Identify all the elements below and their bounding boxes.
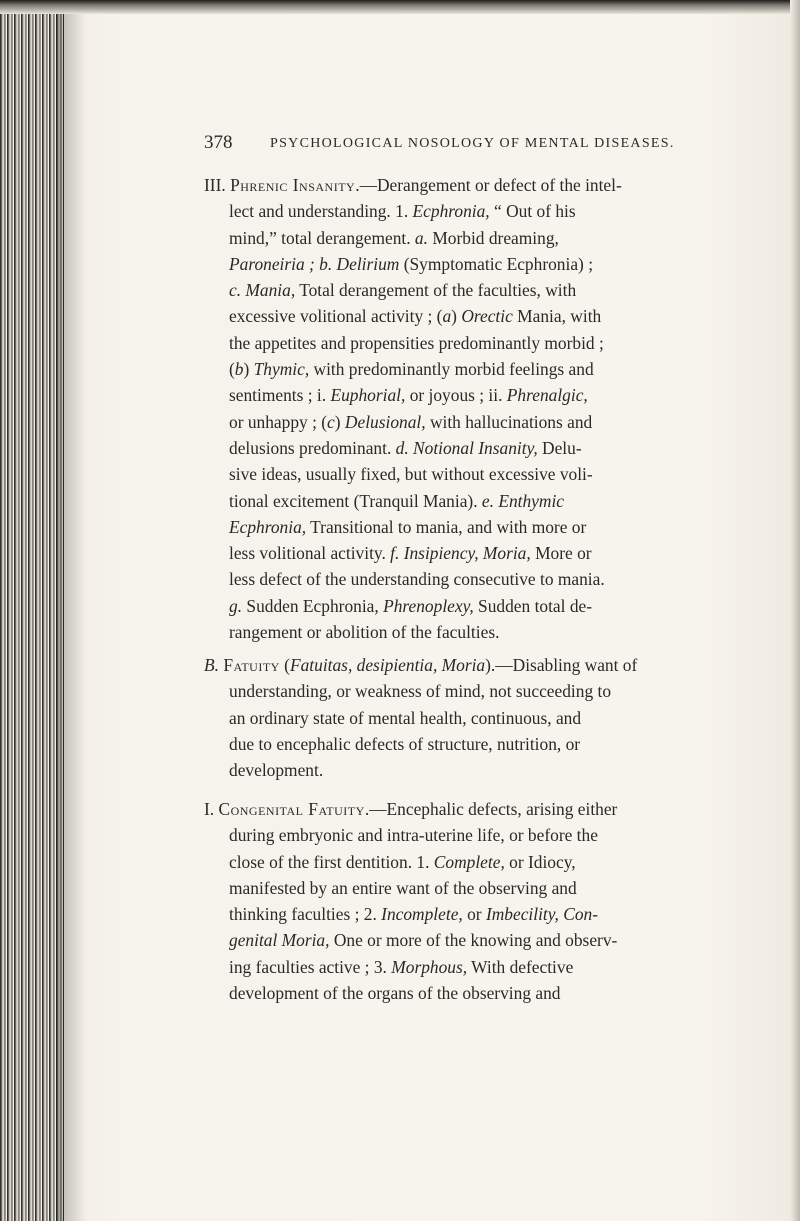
text-line (204, 901, 764, 927)
italic-text-run: a (442, 306, 452, 327)
italic-text-run: Incomplete, (381, 904, 463, 925)
small-caps-heading-run: Fatuity (223, 655, 280, 675)
text-run: sentiments ; i. (229, 385, 331, 406)
text-run: More or (530, 543, 592, 564)
text-run: ) (451, 306, 462, 327)
text-line (204, 757, 764, 783)
running-title: PSYCHOLOGICAL NOSOLOGY OF MENTAL DISEASES. (270, 136, 675, 151)
text-line (204, 435, 764, 461)
text-run: “ Out of his (489, 201, 576, 222)
text-line (204, 796, 764, 822)
text-line (204, 514, 764, 540)
text-run: close of the first dentition. 1. (229, 851, 434, 872)
text-run: III. (204, 175, 231, 195)
italic-text-run: Phrenoplexy, (383, 595, 474, 616)
text-run: an ordinary state of mental health, continuous, and (229, 707, 582, 728)
italic-text-run: Complete, (433, 851, 505, 872)
text-line (204, 705, 764, 731)
paragraph-fatuity (204, 652, 764, 783)
text-line (204, 875, 764, 901)
text-run: With defective (467, 956, 574, 977)
text-run: development of the organs of the observing and (229, 983, 561, 1004)
text-line (204, 731, 764, 757)
text-run: ) (334, 411, 345, 432)
text-run: .—Encephalic defects, arising either (364, 799, 618, 819)
text-line (204, 980, 764, 1006)
text-run: ( (279, 655, 290, 675)
page-right-edge (790, 0, 800, 1221)
text-run: or (462, 904, 486, 925)
book-binding-edge (0, 0, 64, 1221)
text-run: Total derangement of the faculties, with (295, 280, 577, 301)
text-run: sive ideas, usually fixed, but without excessive voli- (229, 464, 593, 485)
text-run: due to encephalic defects of structure, nutrition, or (229, 733, 581, 754)
text-run: ( (229, 359, 235, 380)
text-run: Transitional to mania, and with more or (306, 516, 587, 537)
italic-text-run: Delusional, (344, 411, 426, 432)
text-run: rangement or abolition of the faculties. (229, 622, 500, 643)
text-line (204, 619, 764, 645)
text-run: understanding, or weakness of mind, not succeeding to (229, 681, 612, 702)
italic-text-run: B. (204, 655, 224, 675)
text-run: delusions predominant. (229, 437, 396, 458)
italic-text-run: Orectic (461, 306, 513, 327)
text-line (204, 540, 764, 566)
text-run: lect and understanding. 1. (229, 201, 413, 222)
text-run: tional excitement (Tranquil Mania). (229, 490, 482, 511)
text-run: thinking faculties ; 2. (229, 904, 382, 925)
text-run: ing faculties active ; 3. (229, 956, 392, 977)
text-line (204, 488, 764, 514)
text-run: with hallucinations and (425, 411, 593, 432)
italic-text-run: Imbecility, Con- (485, 904, 598, 925)
text-run: .—Derangement or defect of the intel- (355, 175, 622, 195)
italic-text-run: f. Insipiency, Moria, (390, 543, 531, 564)
text-run: ).—Disabling want of (485, 655, 638, 675)
text-run: excessive volitional activity ; ( (229, 306, 443, 327)
italic-text-run: b (234, 359, 244, 380)
text-run: less defect of the understanding consecutive to mania. (229, 569, 605, 590)
italic-text-run: Morphous, (391, 956, 468, 977)
gutter-shadow (56, 0, 86, 1221)
italic-text-run: Ecphronia, (229, 516, 307, 537)
text-run: during embryonic and intra-uterine life, or before the (229, 825, 598, 846)
text-line (204, 356, 764, 382)
text-line (204, 277, 764, 303)
text-run: Morbid dreaming, (427, 227, 559, 248)
italic-text-run: g. (229, 595, 243, 616)
text-run: development. (229, 760, 324, 781)
text-run: Mania, with (512, 306, 602, 327)
paragraph-congenital-fatuity (204, 796, 764, 1006)
text-run: I. (204, 799, 219, 819)
italic-text-run: e. Enthymic (481, 490, 565, 511)
italic-text-run: c. Mania, (229, 280, 296, 301)
text-run: Sudden Ecphronia, (242, 595, 384, 616)
text-line (204, 330, 764, 356)
text-run: mind,” total derangement. (229, 227, 415, 248)
text-line (204, 198, 764, 224)
paragraph-phrenic-insanity (204, 172, 764, 645)
italic-text-run: Phrenalgic, (506, 385, 588, 406)
text-run: One or more of the knowing and observ- (329, 930, 618, 951)
text-run: less volitional activity. (229, 543, 391, 564)
text-line (204, 303, 764, 329)
italic-text-run: Thymic, (253, 359, 310, 380)
page-number: 378 (204, 132, 233, 153)
text-run: or unhappy ; ( (229, 411, 328, 432)
italic-text-run: Euphorial, (330, 385, 406, 406)
text-run: or joyous ; ii. (405, 385, 507, 406)
text-run: manifested by an entire want of the observing and (229, 877, 577, 898)
italic-text-run: Ecphronia, (412, 201, 490, 222)
italic-text-run: d. Notional Insanity, (395, 437, 538, 458)
text-run: ) (243, 359, 254, 380)
text-line (204, 251, 764, 277)
running-header (204, 132, 764, 160)
text-line (204, 927, 764, 953)
text-line (204, 849, 764, 875)
text-line (204, 593, 764, 619)
text-run: with predominantly morbid feelings and (309, 359, 594, 380)
italic-text-run: a. (414, 227, 428, 248)
small-caps-heading-run: Phrenic Insanity (230, 175, 356, 195)
italic-text-run: genital Moria, (229, 930, 330, 951)
text-line (204, 566, 764, 592)
text-line (204, 461, 764, 487)
text-run: Sudden total de- (473, 595, 593, 616)
text-line (204, 172, 764, 198)
text-run: Delu- (537, 437, 582, 458)
text-line (204, 822, 764, 848)
text-line (204, 382, 764, 408)
text-run: the appetites and propensities predominantly morbid ; (229, 332, 604, 353)
italic-text-run: Fatuitas, desipientia, Moria (289, 655, 486, 675)
small-caps-heading-run: Congenital Fatuity (218, 799, 365, 819)
text-run: (Symptomatic Ecphronia) ; (399, 253, 594, 274)
text-line (204, 954, 764, 980)
text-line (204, 409, 764, 435)
text-run: or Idiocy, (504, 851, 576, 872)
page-top-edge (0, 0, 800, 14)
text-line (204, 678, 764, 704)
italic-text-run: c (327, 411, 335, 432)
text-line (204, 225, 764, 251)
italic-text-run: Paroneiria ; b. Delirium (229, 253, 400, 274)
text-line (204, 652, 764, 678)
